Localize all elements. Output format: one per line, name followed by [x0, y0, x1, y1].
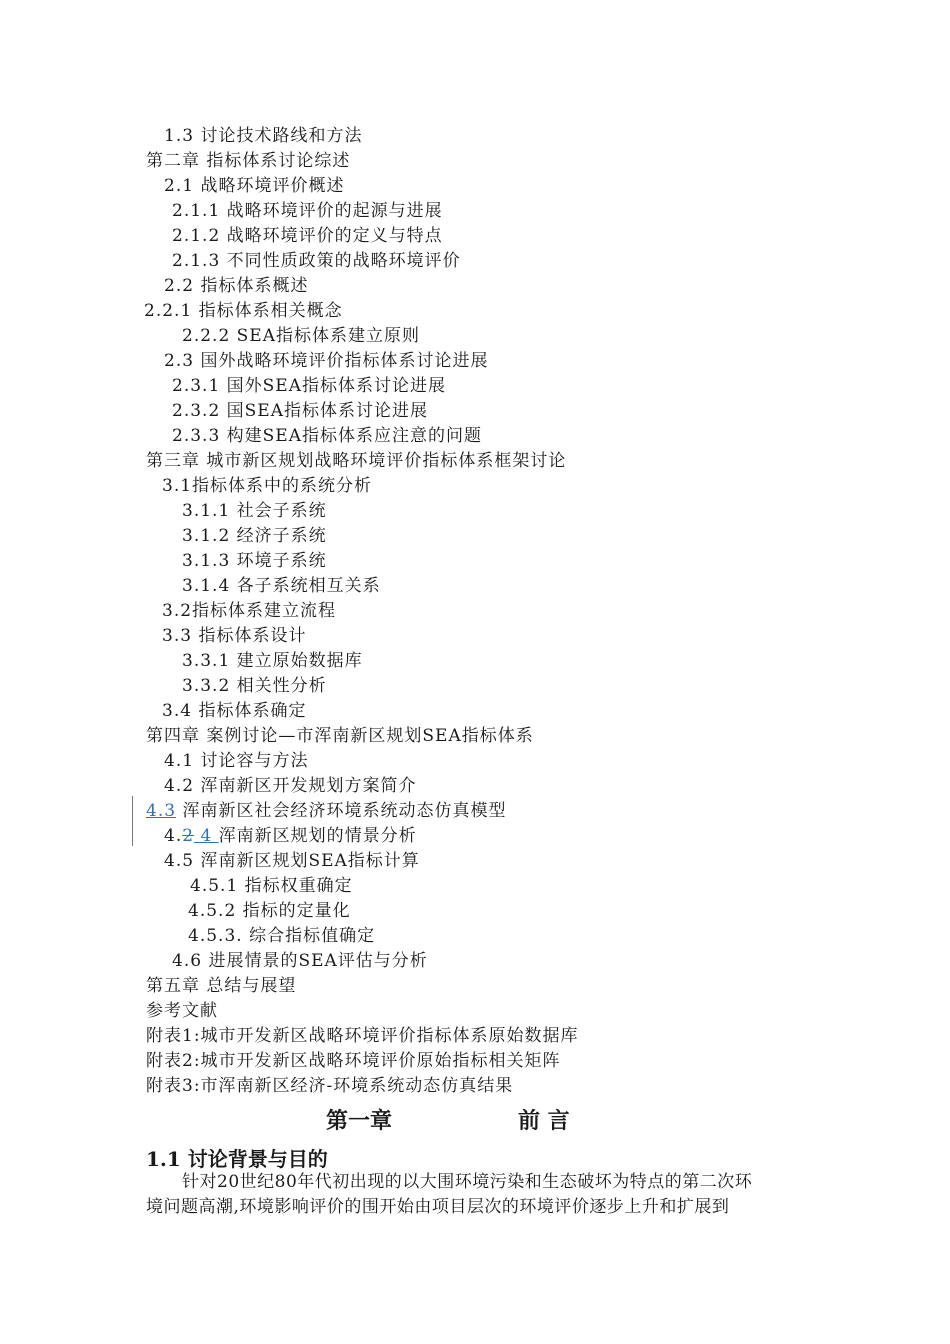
toc-entry: 2.2 指标体系概述	[164, 276, 309, 296]
toc-entry: 2.1 战略环境评价概述	[164, 176, 345, 196]
body-paragraph-line: 境问题高潮,环境影响评价的围开始由项目层次的环境评价逐步上升和扩展到	[146, 1197, 730, 1217]
toc-chapter-entry: 第四章 案例讨论—市浑南新区规划SEA指标体系	[146, 726, 534, 746]
toc-entry: 1.3 讨论技术路线和方法	[164, 126, 363, 146]
toc-entry: 2.1.2 战略环境评价的定义与特点	[172, 226, 443, 246]
toc-entry: 4.5.2 指标的定量化	[188, 901, 351, 921]
body-paragraph-line: 针对20世纪80年代初出现的以大围环境污染和生态破坏为特点的第二次环	[182, 1172, 753, 1192]
toc-entry: 3.1.2 经济子系统	[182, 526, 327, 546]
chapter-title-number: 第一章	[326, 1108, 393, 1134]
toc-entry: 2.1.3 不同性质政策的战略环境评价	[172, 251, 461, 271]
toc-entry: 参考文献	[146, 1001, 218, 1021]
toc-entry: 2.3.2 国SEA指标体系讨论进展	[172, 401, 428, 421]
toc-entry: 4.5.1 指标权重确定	[190, 876, 353, 896]
toc-entry: 附表1:城市开发新区战略环境评价指标体系原始数据库	[146, 1026, 579, 1046]
revision-change-bar	[132, 796, 133, 846]
toc-entry: 4.5.3. 综合指标值确定	[188, 926, 376, 946]
chapter-title-name: 前 言	[518, 1108, 570, 1134]
toc-entry: 4.5 浑南新区规划SEA指标计算	[164, 851, 420, 871]
toc-entry: 3.3.1 建立原始数据库	[182, 651, 363, 671]
toc-entry-text: 浑南新区规划的情景分析	[218, 826, 417, 846]
toc-entry: 附表2:城市开发新区战略环境评价原始指标相关矩阵	[146, 1051, 561, 1071]
toc-entry: 2.3.3 构建SEA指标体系应注意的问题	[172, 426, 482, 446]
section-heading: 1.1 讨论背景与目的	[146, 1147, 328, 1171]
toc-entry: 3.4 指标体系确定	[162, 701, 307, 721]
toc-entry: 2.2.2 SEA指标体系建立原则	[182, 326, 420, 346]
toc-hyperlink[interactable]: 4	[194, 826, 219, 846]
toc-entry-prefix: 4.	[164, 826, 183, 846]
toc-chapter-entry: 第三章 城市新区规划战略环境评价指标体系框架讨论	[146, 451, 567, 471]
toc-entry: 2.2.1 指标体系相关概念	[144, 301, 343, 321]
toc-entry: 3.2指标体系建立流程	[162, 601, 337, 621]
toc-entry-text: 浑南新区社会经济环境系统动态仿真模型	[176, 801, 507, 821]
toc-chapter-entry: 第五章 总结与展望	[146, 976, 297, 996]
toc-entry-revised	[164, 824, 417, 849]
toc-entry: 3.1.3 环境子系统	[182, 551, 327, 571]
toc-entry: 4.1 讨论容与方法	[164, 751, 309, 771]
toc-entry: 3.1指标体系中的系统分析	[162, 476, 373, 496]
toc-entry: 2.3 国外战略环境评价指标体系讨论进展	[164, 351, 489, 371]
toc-entry: 2.3.1 国外SEA指标体系讨论进展	[172, 376, 446, 396]
toc-entry: 4.2 浑南新区开发规划方案简介	[164, 776, 417, 796]
toc-entry: 附表3:市浑南新区经济-环境系统动态仿真结果	[146, 1076, 514, 1096]
toc-entry: 4.6 进展情景的SEA评估与分析	[172, 951, 428, 971]
toc-entry: 3.1.1 社会子系统	[182, 501, 327, 521]
toc-chapter-entry: 第二章 指标体系讨论综述	[146, 151, 351, 171]
toc-entry-revised	[146, 799, 506, 824]
toc-entry: 3.3.2 相关性分析	[182, 676, 327, 696]
toc-entry: 3.3 指标体系设计	[162, 626, 307, 646]
deleted-revision-text: 2	[182, 826, 195, 846]
toc-hyperlink[interactable]: 4.3	[146, 801, 177, 821]
toc-entry: 3.1.4 各子系统相互关系	[182, 576, 381, 596]
toc-entry: 2.1.1 战略环境评价的起源与进展	[172, 201, 443, 221]
